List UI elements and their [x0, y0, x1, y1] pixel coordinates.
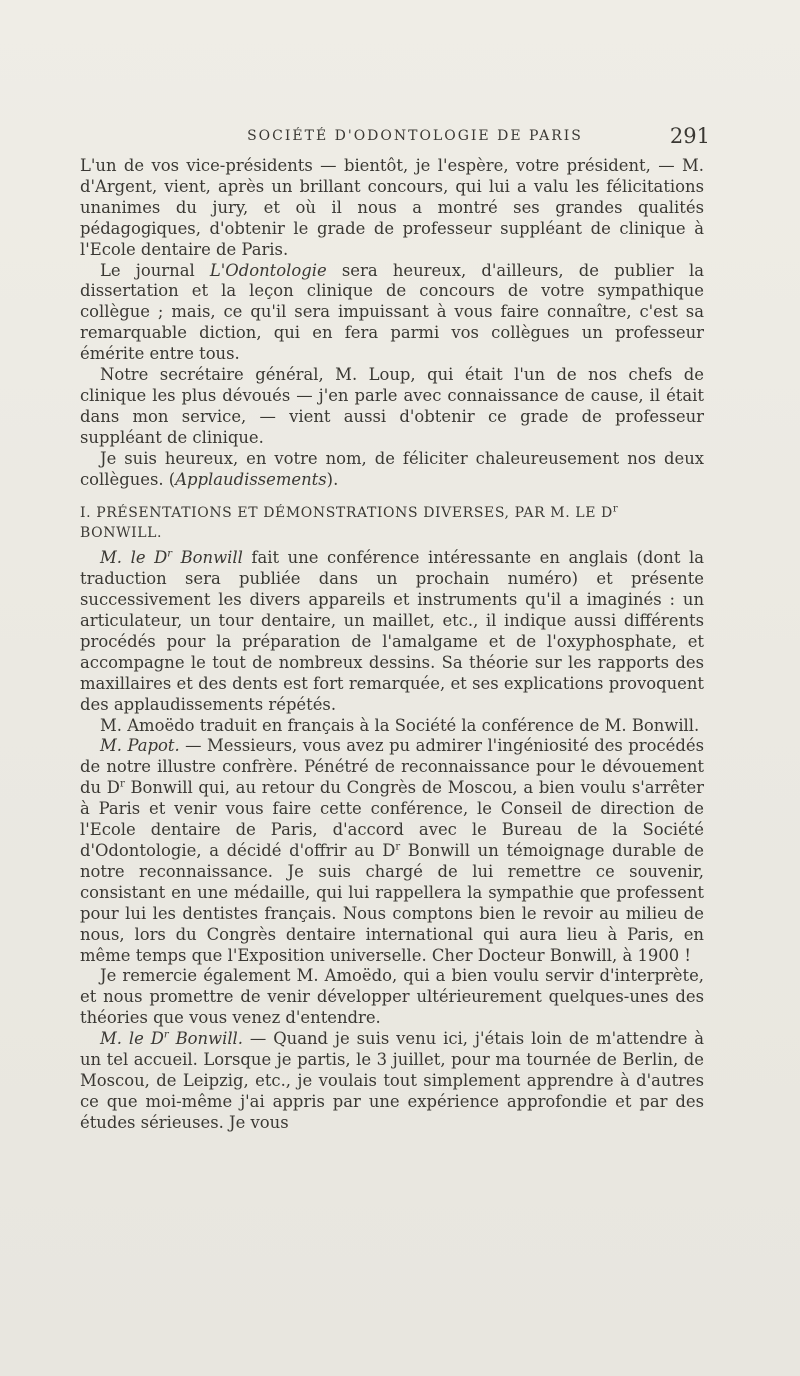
paragraph-vice-president: L'un de vos vice-présidents — bientôt, je l'espère, votre président, — M. d'Argent, vient, après un brillant concours, qui lui a valu les félicitations unanimes du jury, et où il nous a montré ses grandes qualités pédagogiques, d'obtenir le grade de professeur suppléant de clinique à l'Ecole dentaire de Paris. [80, 156, 704, 259]
page-number: 291 [669, 124, 710, 148]
speaker-name: M. le D [100, 548, 168, 568]
paragraph-journal: Le journal L'Odontologie sera heureux, d'ailleurs, de publier la dissertation et la leçon clinique de concours de votre sympathique collègue ; mais, ce qu'il sera impuissant à vous faire connaître, c'est sa remarquable diction, qui en fera parmi vos collègues un professeur émérite entre tous. [80, 260, 704, 364]
page-header [80, 124, 710, 154]
paragraph-papot: M. Papot. — Messieurs, vous avez pu admirer l'ingéniosité des procédés de notre illustre confrère. Pénétré de reconnaissance pour le dévouement du $D^r$ Bonwill qui, au retour du Congrès de Moscou, a bien voulu s'arrêter à Paris et venir vous faire cette conférence, le Conseil de direction de l'Ecole dentaire de Paris, d'accord avec le Bureau de la Société d'Odontologie, a décidé d'offrir au $D^r$ Bonwill un témoignage durable de notre reconnaissance. Je suis chargé de lui remettre ce souvenir, consistant en une médaille, qui lui rappellera la sympathie que professent pour lui les dentistes français. Nous comptons bien le revoir au milieu de nous, lors du Congrès dentaire international qui aura lieu à Paris, en même temps que l'Exposition universelle. Cher Docteur Bonwill, à 1900 ! [80, 736, 704, 965]
paragraph-bonwill-reply: M. le $D^r$ Bonwill. — Quand je suis venu ici, j'étais loin de m'attendre à un tel accueil. Lorsque je partis, le 3 juillet, pour ma tournée de Berlin, de Moscou, de Leipzig, etc., je voulais tout simplement apprendre à d'autres ce que moi-même j'ai appris par une expérience approfondie et par des études sérieuses. Je vous [80, 1029, 704, 1132]
paragraph-secretary: Notre secrétaire général, M. Loup, qui était l'un de nos chefs de clinique les plus dévoués — j'en parle avec connaissance de cause, il était dans mon service, — vient aussi d'obtenir ce grade de professeur suppléant de clinique. [80, 365, 704, 447]
paragraph-thanks: Je remercie également M. Amoëdo, qui a bien voulu servir d'interprète, et nous promettre de venir développer ultérieurement quelques-unes des théories que vous venez d'entendre. [80, 966, 704, 1028]
running-title: SOCIÉTÉ D'ODONTOLOGIE DE PARIS [247, 128, 583, 144]
body-text [80, 156, 704, 1134]
paragraph-bonwill-conference: M. le $D^r$ Bonwill fait une conférence intéressante en anglais (dont la traduction sera publiée dans un prochain numéro) et présente successivement les divers appareils et instruments qu'il a imaginés : un articulateur, un tour dentaire, un maillet, etc., il indique aussi différents procédés pour la préparation de l'amalgame et de l'oxyphosphate, et accompagne le tout de nombreux dessins. Sa théorie sur les rapports des maxillaires et des dents est fort remarquée, et ses explications provoquent des applaudissements répétés. [80, 548, 705, 714]
section-heading: I. PRÉSENTATIONS ET DÉMONSTRATIONS DIVERSES, PAR M. LE $D^r$ BONWILL. [80, 502, 619, 542]
paragraph-congratulations: Je suis heureux, en votre nom, de féliciter chaleureusement nos deux collègues. (Applaudissements). [80, 448, 704, 489]
paragraph-translation: M. Amoëdo traduit en français à la Société la conférence de M. Bonwill. [100, 715, 700, 735]
journal-title: L'Odontologie [209, 260, 327, 280]
applause-note: Applaudissements [175, 469, 327, 489]
speaker-name: M. le D [100, 1029, 164, 1049]
speaker-name: M. Papot. [100, 736, 180, 756]
